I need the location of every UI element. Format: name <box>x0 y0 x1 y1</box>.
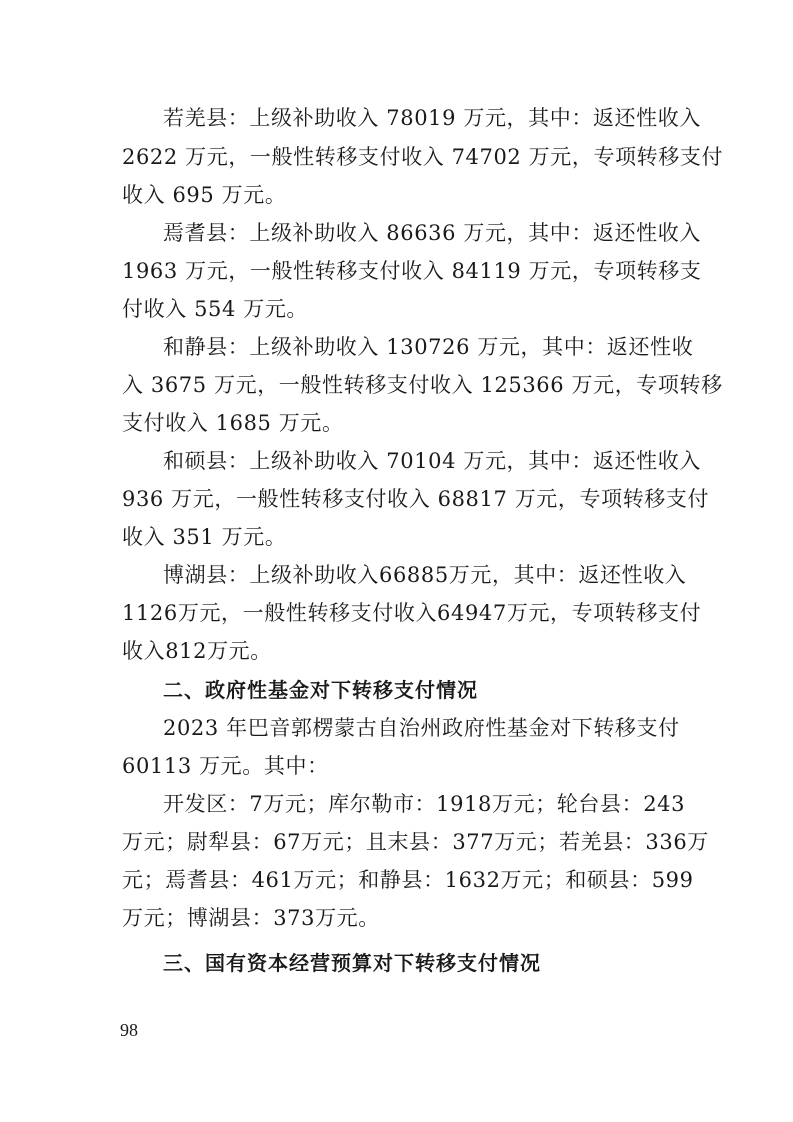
section-heading-government-fund: 二、政府性基金对下转移支付情况 <box>163 678 478 702</box>
paragraph-ruoqiang-line-3: 收入 695 万元。 <box>122 183 287 207</box>
paragraph-heshuo-line-3: 收入 351 万元。 <box>122 525 287 549</box>
paragraph-ruoqiang-line-2: 2622 万元，一般性转移支付收入 74702 万元，专项转移支付 <box>122 145 724 169</box>
paragraph-yanqi-line-3: 付收入 554 万元。 <box>122 297 309 321</box>
page-number: 98 <box>120 1020 138 1040</box>
paragraph-bohu-line-2: 1126万元，一般性转移支付收入64947万元，专项转移支付 <box>122 601 702 625</box>
paragraph-hejing-line-1: 和静县：上级补助收入 130726 万元，其中：返还性收 <box>163 335 694 359</box>
paragraph-yanqi-line-1: 焉耆县：上级补助收入 86636 万元，其中：返还性收入 <box>163 221 701 245</box>
paragraph-hejing-line-2: 入 3675 万元，一般性转移支付收入 125366 万元，专项转移 <box>122 373 723 397</box>
fund-detail-line-4: 万元；博湖县：373万元。 <box>122 906 380 930</box>
paragraph-bohu-line-3: 收入812万元。 <box>122 639 272 663</box>
fund-detail-line-3: 元；焉耆县：461万元；和静县：1632万元；和硕县：599 <box>122 868 694 892</box>
paragraph-ruoqiang-line-1: 若羌县：上级补助收入 78019 万元，其中：返还性收入 <box>163 106 701 130</box>
paragraph-hejing-line-3: 支付收入 1685 万元。 <box>122 411 344 435</box>
fund-detail-line-1: 开发区：7万元；库尔勒市：1918万元；轮台县：243 <box>163 792 686 816</box>
section-heading-state-capital: 三、国有资本经营预算对下转移支付情况 <box>163 951 541 975</box>
paragraph-bohu-line-1: 博湖县：上级补助收入66885万元，其中：返还性收入 <box>163 563 687 587</box>
fund-intro-line-1: 2023 年巴音郭楞蒙古自治州政府性基金对下转移支付 <box>163 716 680 740</box>
fund-detail-line-2: 万元；尉犁县：67万元；且末县：377万元；若羌县：336万 <box>122 830 709 854</box>
paragraph-heshuo-line-1: 和硕县：上级补助收入 70104 万元，其中：返还性收入 <box>163 449 701 473</box>
paragraph-yanqi-line-2: 1963 万元，一般性转移支付收入 84119 万元，专项转移支 <box>122 259 702 283</box>
fund-intro-line-2: 60113 万元。其中： <box>122 754 329 778</box>
paragraph-heshuo-line-2: 936 万元，一般性转移支付收入 68817 万元，专项转移支付 <box>122 487 710 511</box>
